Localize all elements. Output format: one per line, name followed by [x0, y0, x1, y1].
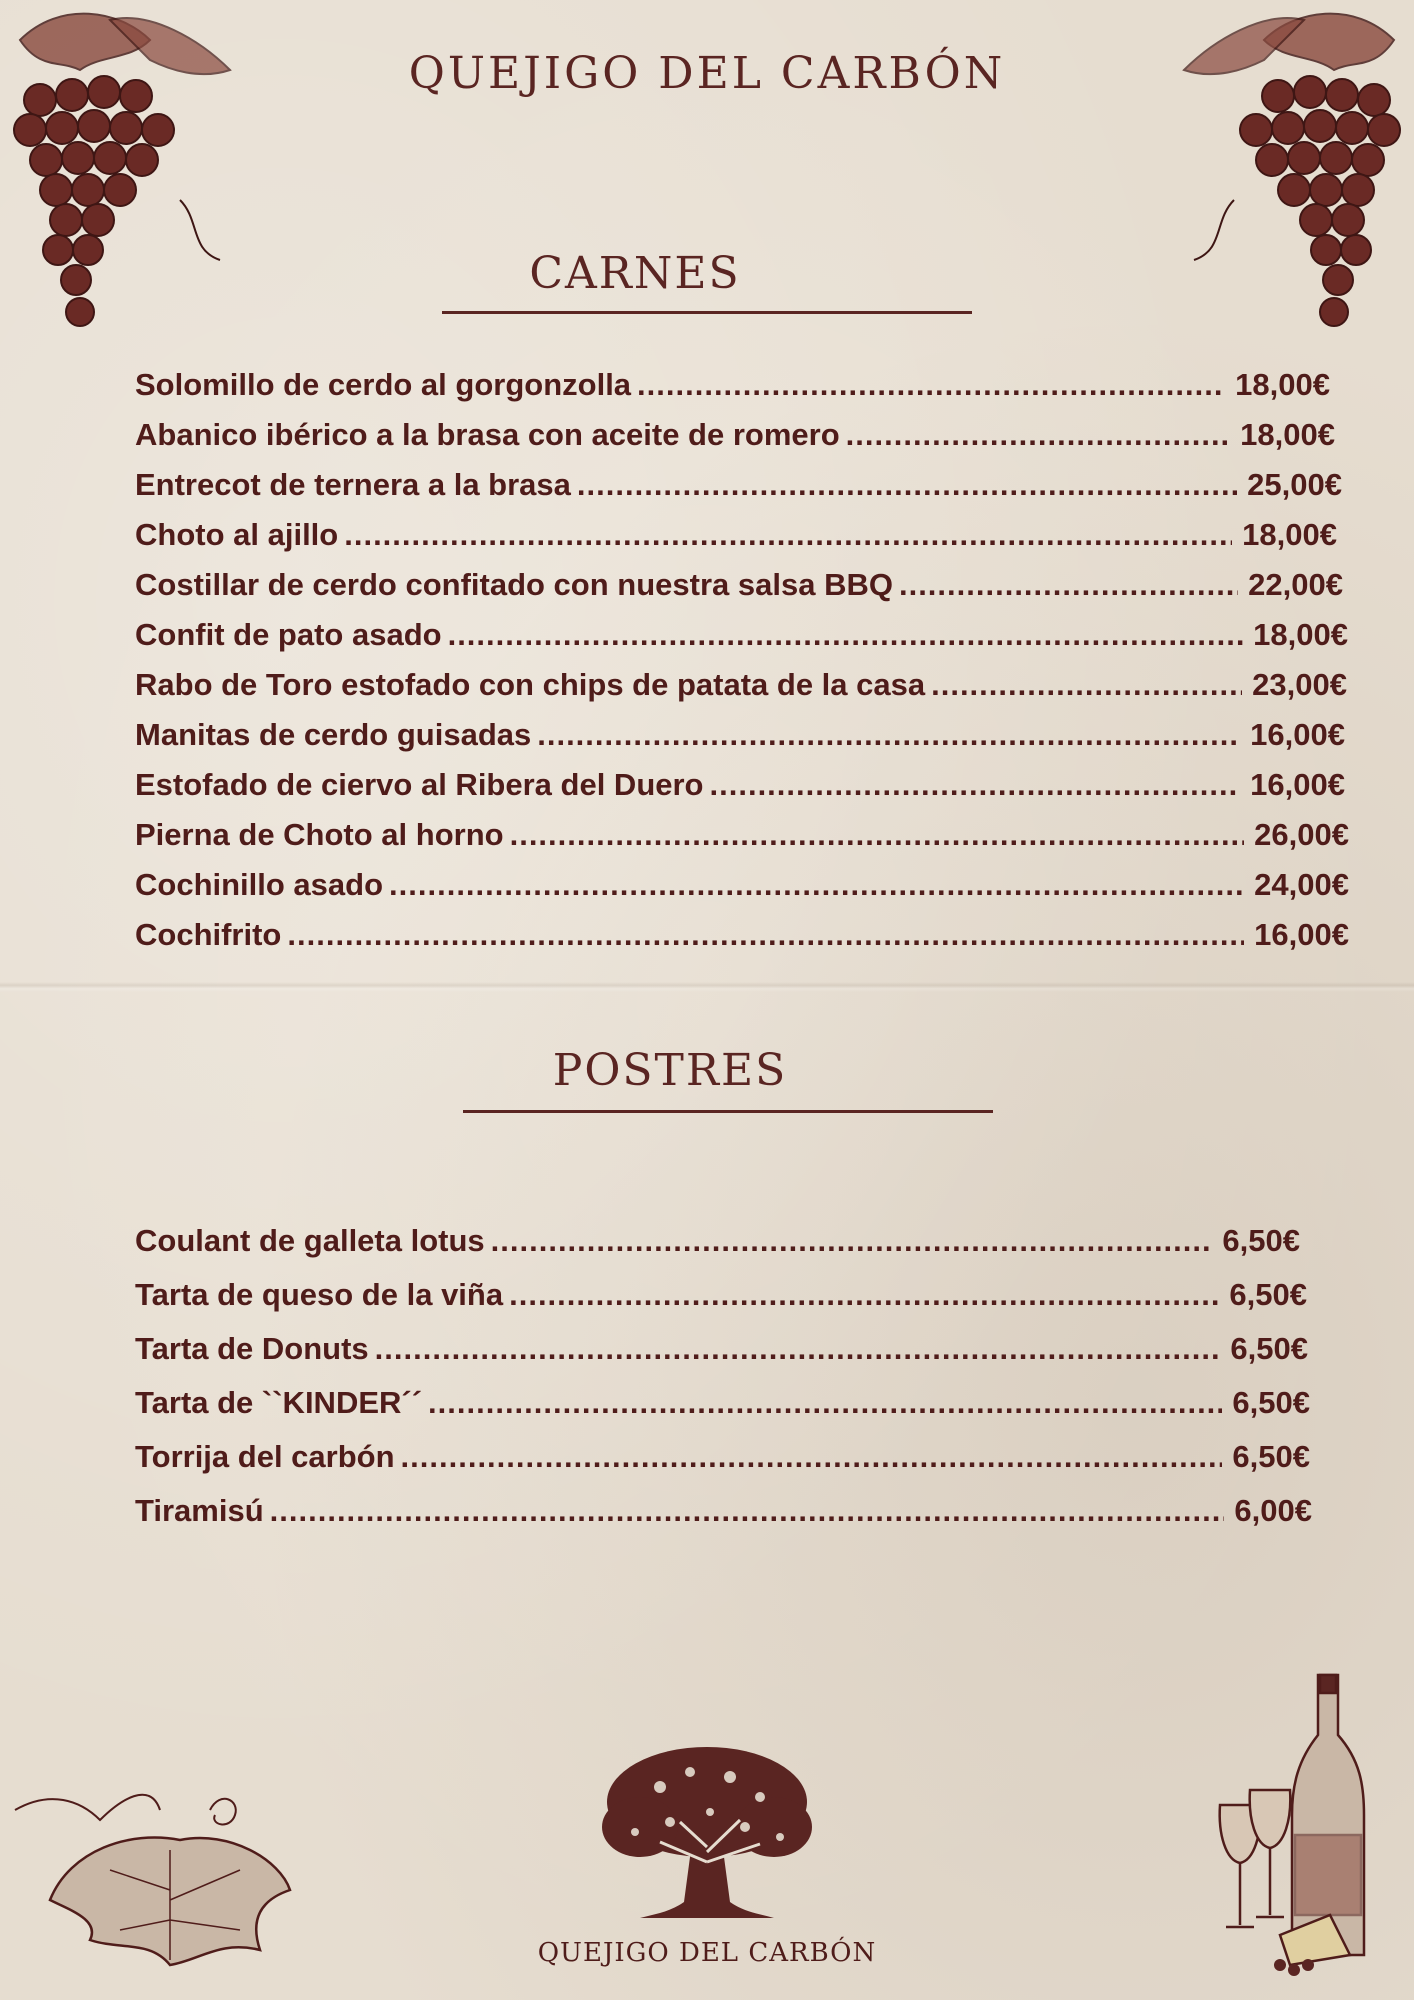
menu-item: Coulant de galleta lotus ..... 6,50€ [135, 1223, 1300, 1263]
menu-item: Confit de pato asado ..... 18,00€ [135, 617, 1348, 657]
menu-item: Abanico ibérico a la brasa con aceite de romero ..... 18,00€ [135, 417, 1335, 457]
menu-item: Torrija del carbón ..... 6,50€ [135, 1439, 1310, 1479]
section-rule-postres [463, 1110, 993, 1113]
menu-item: Pierna de Choto al horno ..... 26,00€ [135, 817, 1349, 857]
section-title-carnes: CARNES [529, 248, 741, 299]
menu-item: Solomillo de cerdo al gorgonzolla ..... 18,00€ [135, 367, 1330, 407]
menu-item: Choto al ajillo ..... 18,00€ [135, 517, 1337, 557]
oak-tree-logo-icon [600, 1742, 814, 1927]
menu-item: Estofado de ciervo al Ribera del Duero ..... 16,00€ [135, 767, 1345, 807]
menu-item: Costillar de cerdo confitado con nuestra salsa BBQ ..... 22,00€ [135, 567, 1343, 607]
footer-logo-text: QUEJIGO DEL CARBÓN [537, 1938, 877, 1968]
menu-item: Tarta de Donuts ..... 6,50€ [135, 1331, 1308, 1371]
menu-item: Tarta de queso de la viña ..... 6,50€ [135, 1277, 1307, 1317]
wine-bottle-glasses-icon [1210, 1665, 1380, 1985]
menu-item: Tarta de ``KINDER´´ ..... 6,50€ [135, 1385, 1310, 1425]
section-title-postres: POSTRES [552, 1045, 788, 1096]
menu-item: Manitas de cerdo guisadas ..... 16,00€ [135, 717, 1345, 757]
menu-item: Cochifrito ..... 16,00€ [135, 917, 1349, 957]
menu-item: Cochinillo asado ..... 24,00€ [135, 867, 1349, 907]
paper-fold-line [0, 982, 1414, 992]
section-rule-carnes [442, 311, 972, 314]
brand-title: QUEJIGO DEL CARBÓN [408, 48, 1006, 99]
menu-item: Rabo de Toro estofado con chips de patata de la casa ..... 23,00€ [135, 667, 1347, 707]
menu-item: Tiramisú ..... 6,00€ [135, 1493, 1312, 1533]
menu-item: Entrecot de ternera a la brasa ..... 25,00€ [135, 467, 1342, 507]
